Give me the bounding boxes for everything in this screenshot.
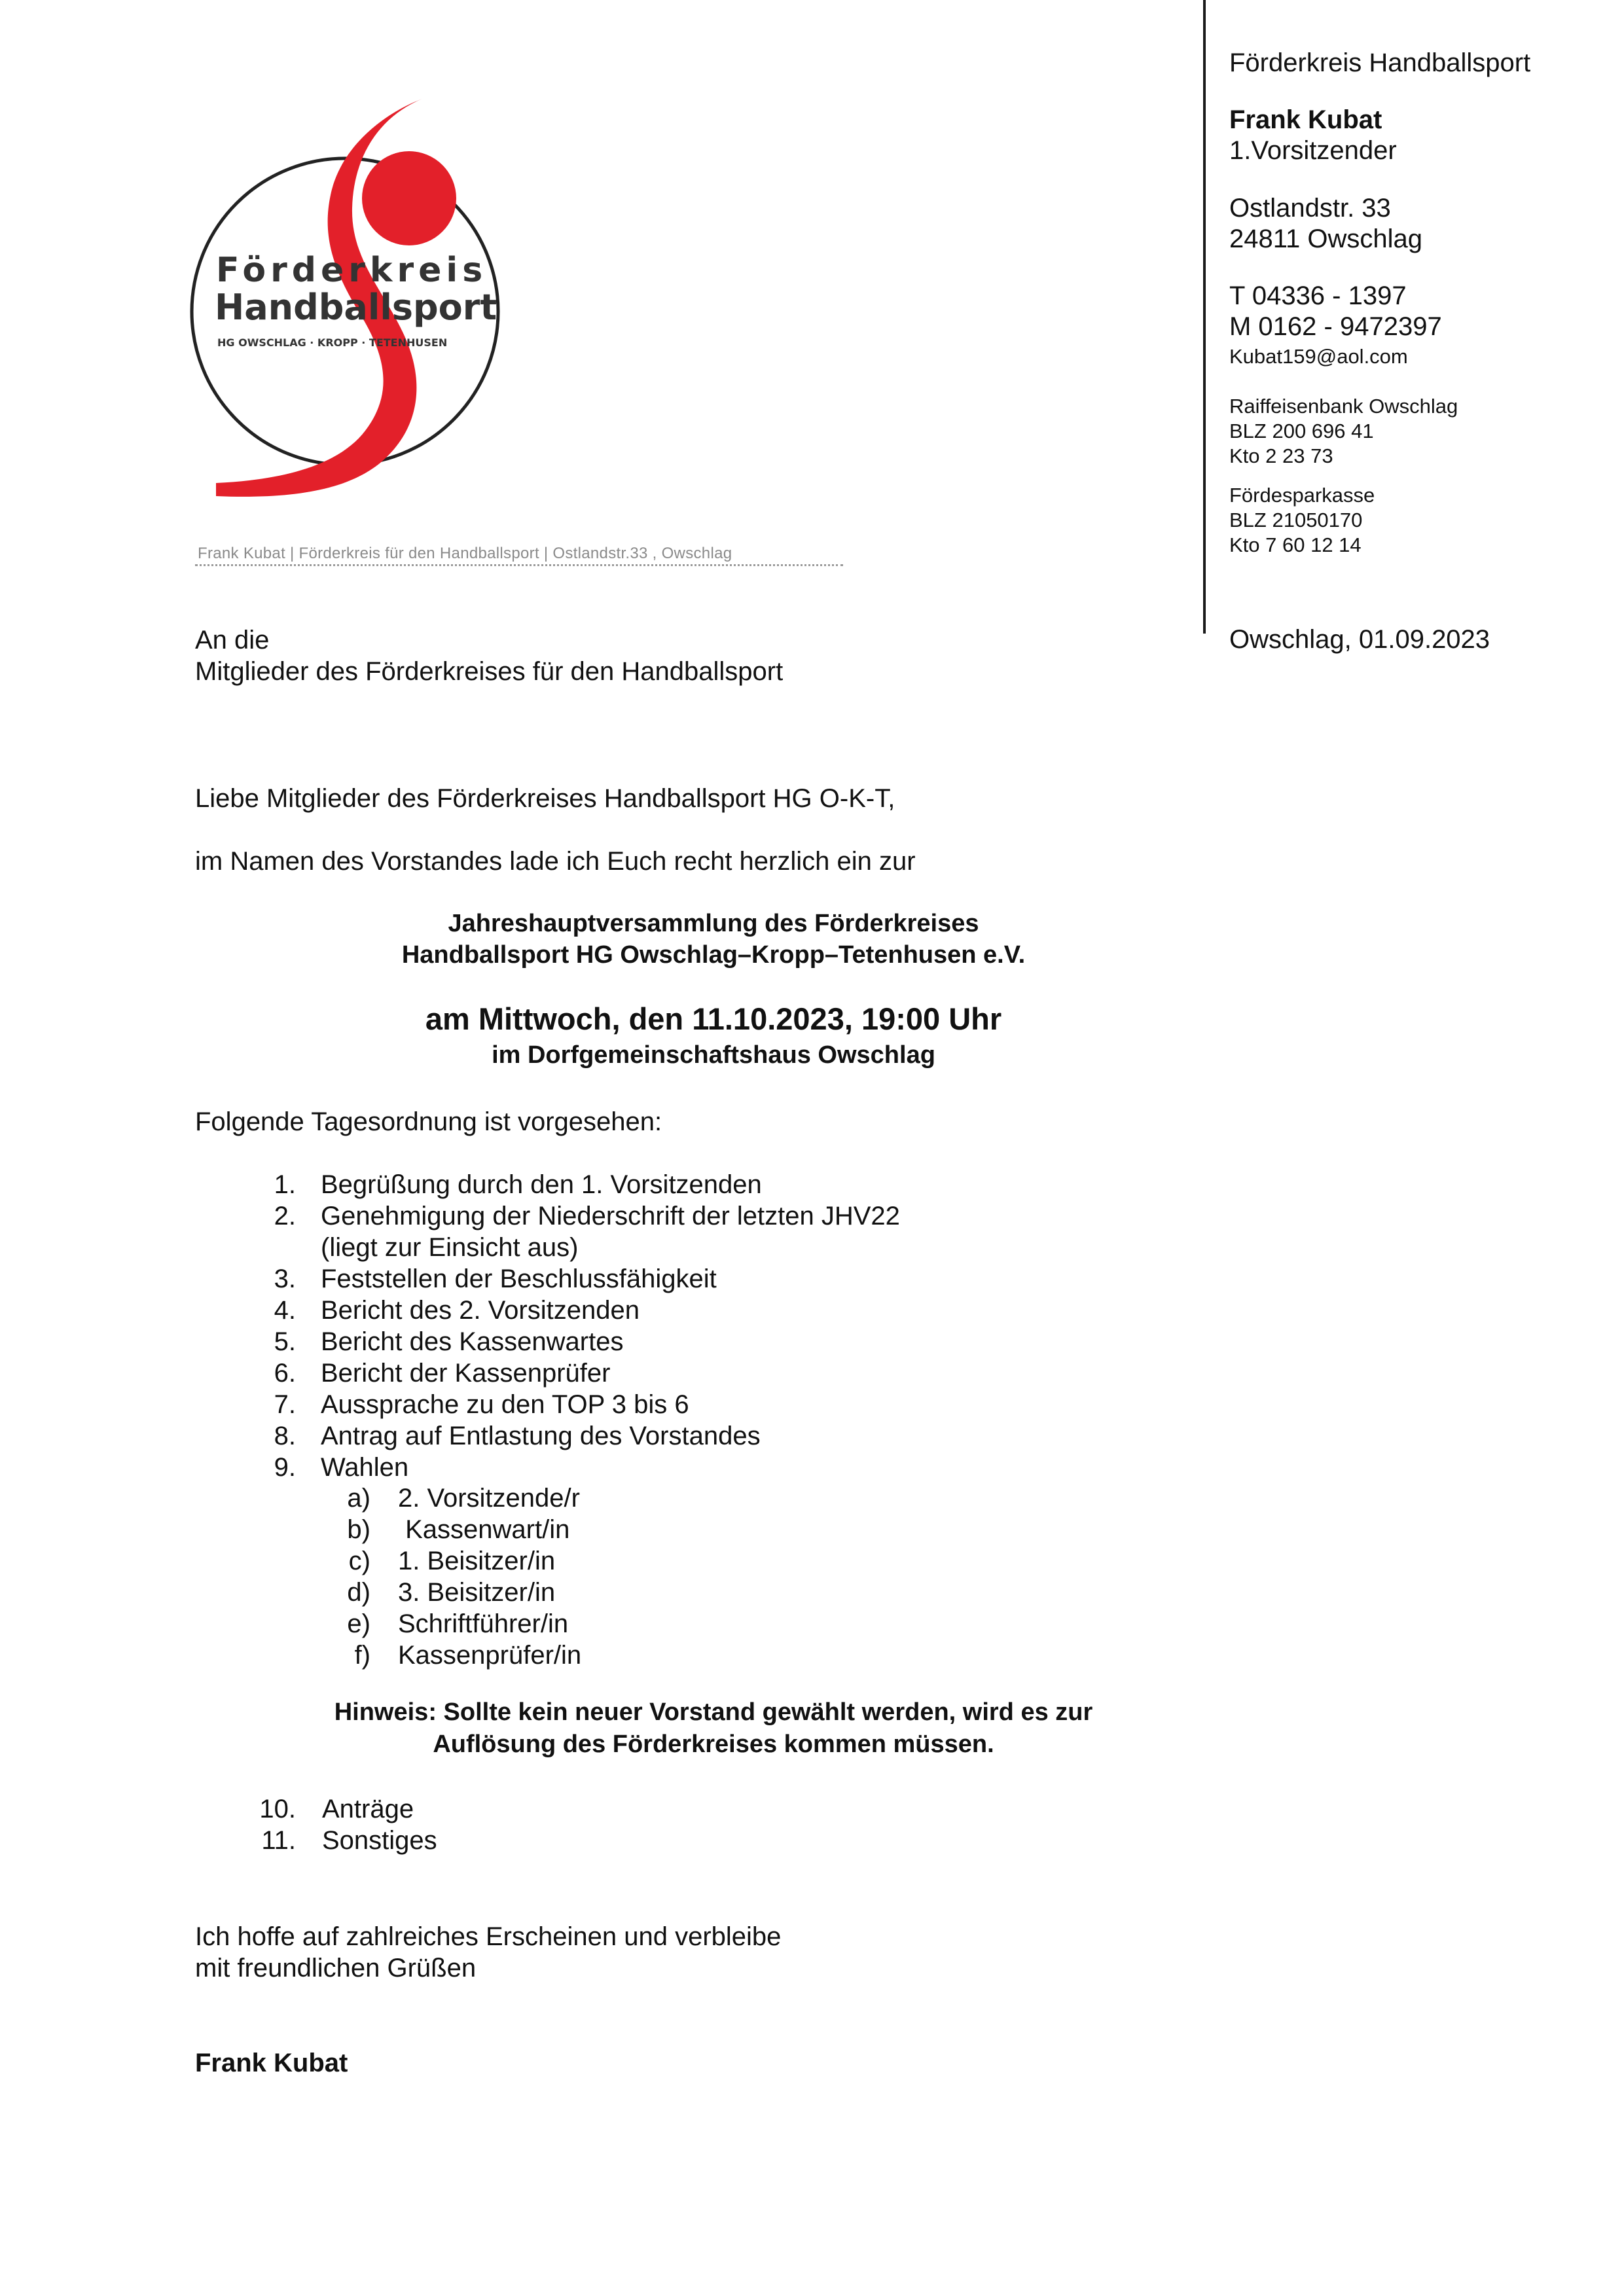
agenda-item-text: Feststellen der Beschlussfähigkeit xyxy=(321,1265,717,1293)
agenda-item-text: Aussprache zu den TOP 3 bis 6 xyxy=(321,1390,689,1419)
agenda-item-number: 7. xyxy=(274,1390,296,1419)
sidebar-mobile: M 0162 - 9472397 xyxy=(1229,312,1442,341)
event-date: am Mittwoch, den 11.10.2023, 19:00 Uhr xyxy=(425,1001,1002,1036)
agenda-item-number: 4. xyxy=(274,1296,296,1325)
sidebar-bank1-blz: BLZ 200 696 41 xyxy=(1229,420,1374,442)
election-item-number: b) xyxy=(347,1515,370,1544)
agenda-item-text: Wahlen xyxy=(321,1453,409,1482)
intro-text: im Namen des Vorstandes lade ich Euch recht herzlich ein zur xyxy=(195,847,916,876)
agenda-item-text: Begrüßung durch den 1. Vorsitzenden xyxy=(321,1170,762,1199)
election-item-text: Kassenwart/in xyxy=(398,1515,570,1544)
election-item-number: a) xyxy=(347,1484,370,1513)
agenda-item-number: 6. xyxy=(274,1359,296,1388)
hint-line2: Auflösung des Förderkreises kommen müssen. xyxy=(433,1731,994,1758)
election-item-text: 1. Beisitzer/in xyxy=(398,1547,556,1575)
vertical-divider xyxy=(1203,0,1206,634)
sidebar-bank1-kto: Kto 2 23 73 xyxy=(1229,444,1333,467)
agenda-tail-item-text: Anträge xyxy=(322,1795,414,1823)
hint-line1: Hinweis: Sollte kein neuer Vorstand gewählt werden, wird es zur xyxy=(334,1698,1093,1726)
sidebar-bank1-name: Raiffeisenbank Owschlag xyxy=(1229,395,1458,418)
agenda-item-text: Antrag auf Entlastung des Vorstandes xyxy=(321,1422,761,1450)
election-item-text: Schriftführer/in xyxy=(398,1609,569,1638)
agenda-item-text: Genehmigung der Niederschrift der letzten JHV22 xyxy=(321,1202,900,1230)
agenda-tail-item-text: Sonstiges xyxy=(322,1826,437,1855)
election-item-text: Kassenprüfer/in xyxy=(398,1641,582,1670)
closing-line2: mit freundlichen Grüßen xyxy=(195,1954,477,1982)
election-item-number: f) xyxy=(354,1641,370,1670)
agenda-item-text: Bericht des 2. Vorsitzenden xyxy=(321,1296,640,1325)
sidebar-bank2-blz: BLZ 21050170 xyxy=(1229,509,1363,531)
agenda-item-number: 9. xyxy=(274,1453,296,1482)
agenda-item-text: Bericht der Kassenprüfer xyxy=(321,1359,611,1388)
sidebar-phone: T 04336 - 1397 xyxy=(1229,281,1407,310)
logo-text-line2: Handballsport xyxy=(215,287,497,328)
sidebar-bank2-kto: Kto 7 60 12 14 xyxy=(1229,533,1362,556)
agenda-intro: Folgende Tagesordnung ist vorgesehen: xyxy=(195,1107,662,1136)
agenda-item-number: 8. xyxy=(274,1422,296,1450)
election-item-text: 3. Beisitzer/in xyxy=(398,1578,556,1607)
agenda-tail-item-number: 11. xyxy=(261,1826,296,1855)
closing-line1: Ich hoffe auf zahlreiches Erscheinen und verbleibe xyxy=(195,1922,782,1951)
logo xyxy=(190,97,537,503)
recipient-line2: Mitglieder des Förderkreises für den Handballsport xyxy=(195,657,784,686)
recipient-line1: An die xyxy=(195,626,270,655)
sidebar-bank2-name: Fördesparkasse xyxy=(1229,484,1375,507)
salutation: Liebe Mitglieder des Förderkreises Handballsport HG O-K-T, xyxy=(195,784,895,813)
election-item-text: 2. Vorsitzende/r xyxy=(398,1484,580,1513)
sender-line: Frank Kubat | Förderkreis für den Handballsport | Ostlandstr.33 , Owschlag xyxy=(198,545,732,562)
agenda-item-text: Bericht des Kassenwartes xyxy=(321,1327,624,1356)
agenda-item-number: 5. xyxy=(274,1327,296,1356)
sidebar-email[interactable]: Kubat159@aol.com xyxy=(1229,345,1408,368)
event-title-line1: Jahreshauptversammlung des Förderkreises xyxy=(448,910,979,937)
event-place: im Dorfgemeinschaftshaus Owschlag xyxy=(492,1041,935,1069)
sidebar-city: 24811 Owschlag xyxy=(1229,224,1422,253)
agenda-item-number: 1. xyxy=(274,1170,296,1199)
event-title-line2: Handballsport HG Owschlag–Kropp–Tetenhusen e.V. xyxy=(401,941,1026,969)
sidebar-street: Ostlandstr. 33 xyxy=(1229,194,1391,223)
letter-date: Owschlag, 01.09.2023 xyxy=(1229,625,1490,654)
sender-rule xyxy=(195,564,843,566)
agenda-tail-item-number: 10. xyxy=(259,1795,296,1823)
election-item-number: d) xyxy=(347,1578,370,1607)
signature: Frank Kubat xyxy=(195,2049,348,2077)
sidebar-role: 1.Vorsitzender xyxy=(1229,136,1397,165)
agenda-item-number: 2. xyxy=(274,1202,296,1230)
election-item-number: e) xyxy=(347,1609,370,1638)
logo-text-line3: HG OWSCHLAG · KROPP · TETENHUSEN xyxy=(217,336,448,349)
sidebar-name: Frank Kubat xyxy=(1229,105,1382,134)
logo-ball xyxy=(362,151,456,245)
logo-text-line1: Förderkreis xyxy=(216,251,488,290)
election-item-number: c) xyxy=(348,1547,370,1575)
agenda-item-number: 3. xyxy=(274,1265,296,1293)
agenda-item-text: (liegt zur Einsicht aus) xyxy=(321,1233,579,1262)
sidebar-org: Förderkreis Handballsport xyxy=(1229,48,1531,77)
